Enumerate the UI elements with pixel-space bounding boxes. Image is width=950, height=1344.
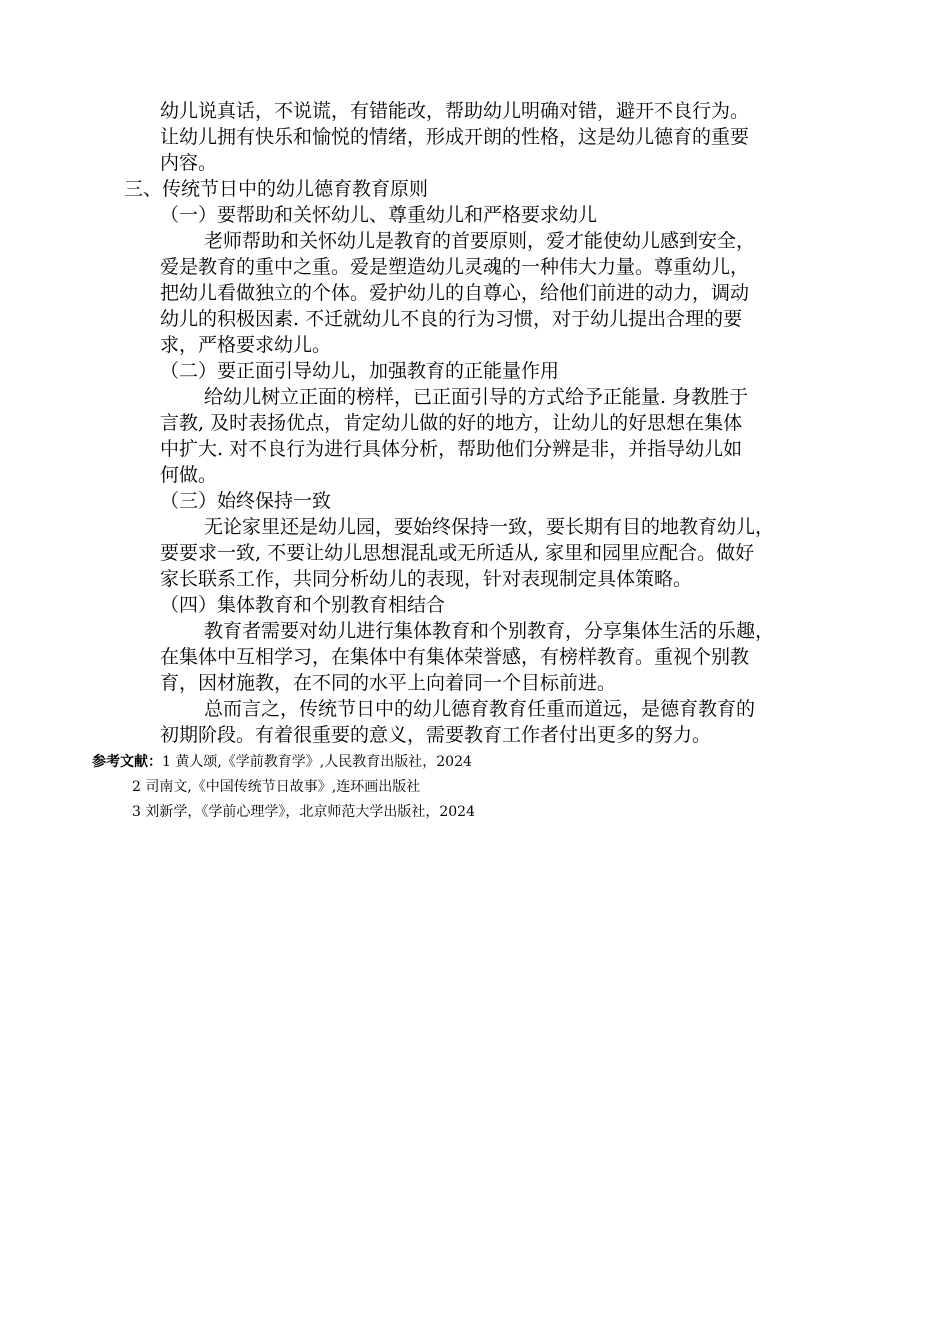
paragraph-line: 教育者需要对幼儿进行集体教育和个别教育，分享集体生活的乐趣， [204,620,775,642]
section-heading: 三、传统节日中的幼儿德育教育原则 [124,178,429,200]
paragraph-line: 给幼儿树立正面的榜样，已正面引导的方式给予正能量. 身教胜于 [204,386,749,408]
subsection-heading: （二）要正面引导幼儿，加强教育的正能量作用 [160,360,560,382]
paragraph-line: 幼儿说真话，不说谎，有错能改，帮助幼儿明确对错，避开不良行为。 [160,100,750,122]
paragraph-line: 老师帮助和关怀幼儿是教育的首要原则，爱才能使幼儿感到安全， [204,230,756,252]
conclusion-line: 总而言之，传统节日中的幼儿德育教育任重而道远，是德育教育的 [204,698,756,720]
paragraph-line: 把幼儿看做独立的个体。爱护幼儿的自尊心，给他们前进的动力，调动 [160,282,750,304]
conclusion-line: 初期阶段。有着很重要的意义，需要教育工作者付出更多的努力。 [160,724,712,746]
paragraph-line: 中扩大. 对不良行为进行具体分析，帮助他们分辨是非，并指导幼儿如 [160,438,743,460]
paragraph-line: 无论家里还是幼儿园，要始终保持一致，要长期有目的地教育幼儿， [204,516,775,538]
reference-entry [92,752,472,772]
paragraph-line: 幼儿的积极因素. 不迁就幼儿不良的行为习惯，对于幼儿提出合理的要 [160,308,743,330]
reference-entry: 3 刘新学，《学前心理学》，北京师范大学出版社，2024 [132,804,475,820]
subsection-heading: （一）要帮助和关怀幼儿、尊重幼儿和严格要求幼儿 [160,204,598,226]
paragraph-line: 内容。 [160,152,218,174]
paragraph-line: 何做。 [160,464,218,486]
paragraph-line: 在集体中互相学习，在集体中有集体荣誉感，有榜样教育。重视个别教 [160,646,750,668]
reference-text: 1 黄人颂,《学前教育学》,人民教育出版社，2024 [162,754,472,770]
reference-entry: 2 司南文,《中国传统节日故事》,连环画出版社 [132,779,421,795]
paragraph-line: 求，严格要求幼儿。 [160,334,332,356]
references-label: 参考文献： [92,754,162,770]
paragraph-line: 育，因材施教，在不同的水平上向着同一个目标前进。 [160,672,617,694]
subsection-heading: （四）集体教育和个别教育相结合 [160,594,446,616]
paragraph-line: 让幼儿拥有快乐和愉悦的情绪，形成开朗的性格，这是幼儿德育的重要 [160,126,750,148]
paragraph-line: 言教, 及时表扬优点，肯定幼儿做的好的地方，让幼儿的好思想在集体 [160,412,743,434]
paragraph-line: 爱是教育的重中之重。爱是塑造幼儿灵魂的一种伟大力量。尊重幼儿， [160,256,750,278]
paragraph-line: 要要求一致, 不要让幼儿思想混乱或无所适从, 家里和园里应配合。做好 [160,542,755,564]
paragraph-line: 家长联系工作，共同分析幼儿的表现，针对表现制定具体策略。 [160,568,693,590]
subsection-heading: （三）始终保持一致 [160,490,332,512]
